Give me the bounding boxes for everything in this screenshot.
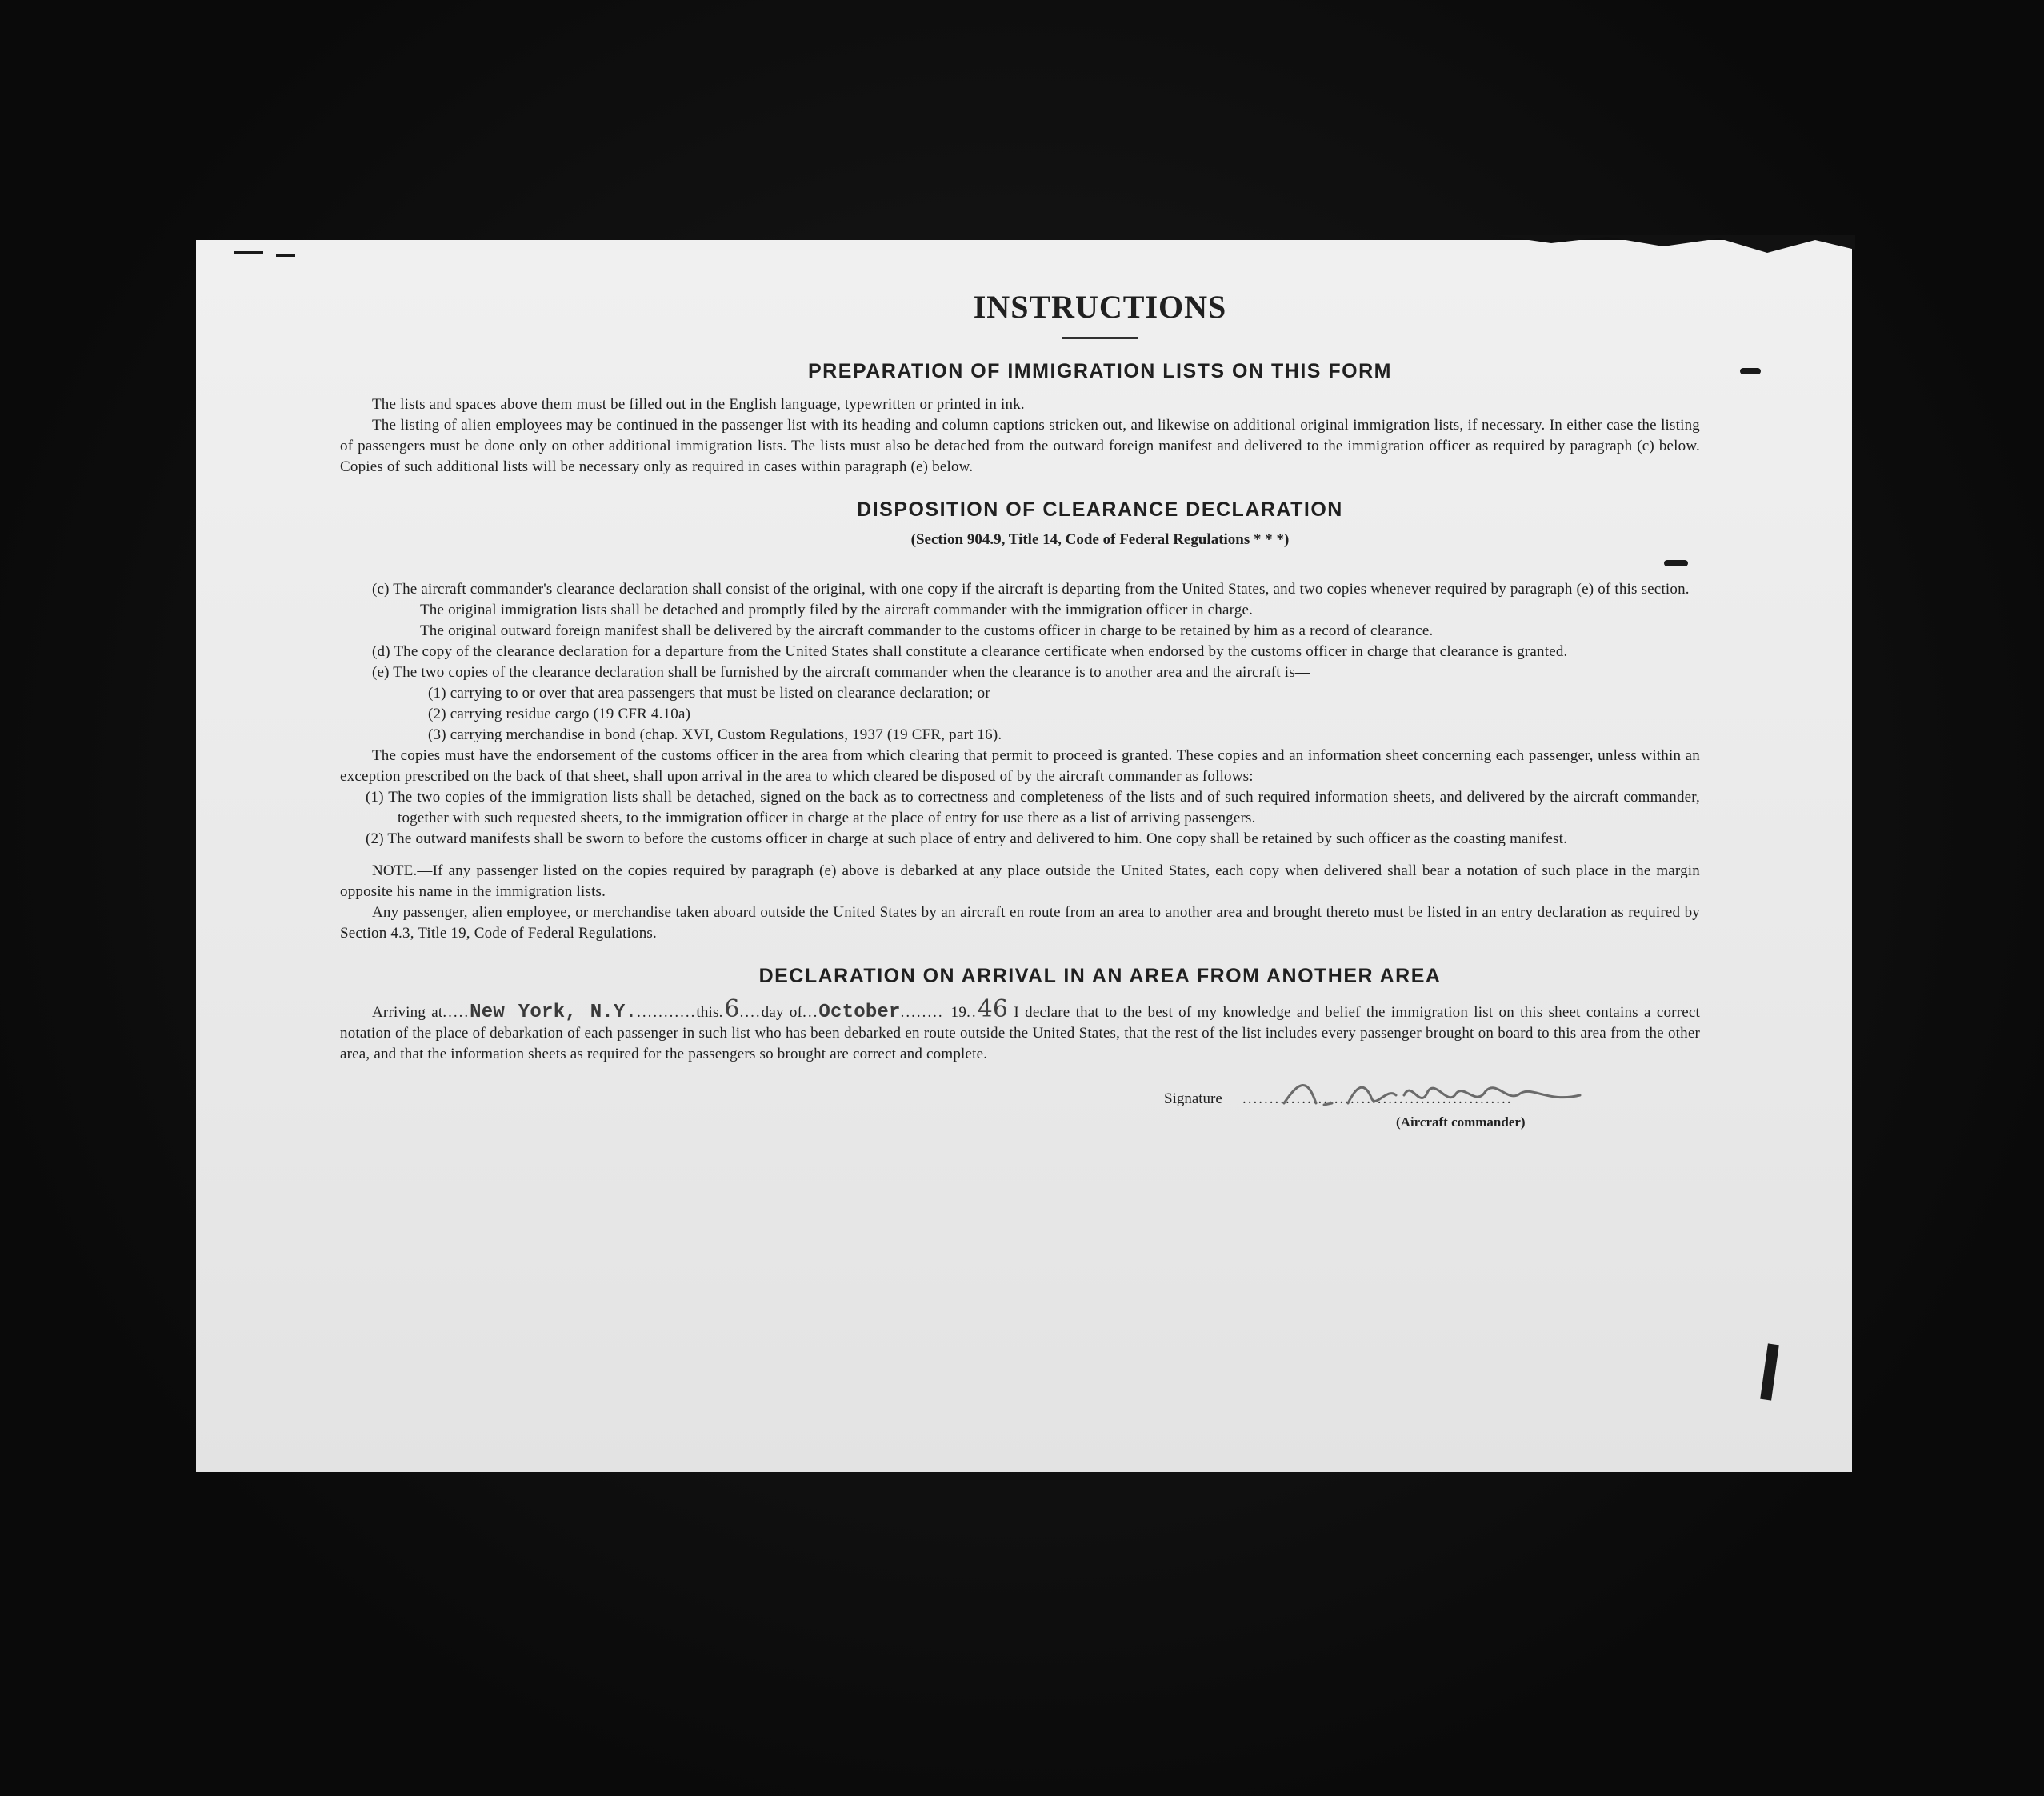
list-item: (3) carrying merchandise in bond (chap. XVI, Custom Regulations, 1937 (19 CFR, part 16).	[428, 726, 1002, 743]
instructions-body	[340, 288, 1700, 1138]
paragraph-c-outward-manifest: The original outward foreign manifest shall be delivered by the aircraft commander to the customs officer in charge to be retained by him as a record of clearance.	[420, 622, 1434, 639]
day-of-label: day of	[761, 1004, 803, 1021]
torn-corner-mark	[1479, 235, 1855, 267]
paragraph-e: (e) The two copies of the clearance declaration shall be furnished by the aircraft commander when the clearance is to another area and the aircraft is—	[372, 664, 1311, 681]
paragraph-c-immigration-lists: The original immigration lists shall be detached and promptly filed by the aircraft commander with the immigration officer in charge.	[420, 602, 1254, 618]
section-subheading-regulation: (Section 904.9, Title 14, Code of Federal Regulations * * *)	[910, 531, 1290, 548]
ink-mark-top-left-2	[276, 254, 295, 257]
section-heading-declaration: DECLARATION ON ARRIVAL IN AN AREA FROM ANOTHER AREA	[758, 965, 1442, 987]
paragraph-copies: The copies must have the endorsement of the customs officer in the area from which clearing that permit to proceed is granted. These copies and an information sheet concerning each passenger, unless within an exception prescribed on the back of that sheet, shall upon arrival in the area to which cleared be disposed of by the aircraft commander as follows:	[340, 747, 1700, 785]
paragraph-d: (d) The copy of the clearance declaration for a departure from the United States shall constitute a clearance certificate when endorsed by the customs officer in charge that clearance is granted.	[372, 643, 1568, 660]
declaration-text: I declare that to the best of my knowledge and belief the immigration list on this sheet contains a correct notation of the place of debarkation of each passenger in such list who has been debarked en route outside the United States, that the rest of the list includes every passenger brought on board to this area from the other area, and that the information sheets as required for the passengers so brought are correct and complete.	[340, 1004, 1700, 1062]
list-item: (1) The two copies of the immigration lists shall be detached, signed on the back as to correctness and completeness of the lists and of such required information sheets, and delivered by the aircraft commander, together with such requested sheets, to the immigration officer in charge at the place of entry for use there as a list of arriving passengers.	[366, 789, 1700, 826]
arrival-day-field[interactable]: 6	[724, 995, 740, 1023]
arrival-year-field[interactable]: 46	[977, 995, 1009, 1023]
document-sheet	[196, 240, 1852, 1472]
arrival-place-field[interactable]: New York, N.Y.	[470, 1002, 638, 1023]
paragraph-alien-employees: The listing of alien employees may be continued in the passenger list with its heading and column captions stricken out, and likewise on additional original immigration lists, if necessary. In either case the listing of passengers must be done only on other additional immigration lists. The lists must also be detached from the outward foreign manifest and delivered to the immigration officer as required by paragraph (c) below. Copies of such additional lists will be necessary only as required in cases within paragraph (e) below.	[340, 417, 1700, 475]
section-heading-disposition: DISPOSITION OF CLEARANCE DECLARATION	[857, 498, 1343, 521]
paragraph-language: The lists and spaces above them must be filled out in the English language, typewritten or printed in ink.	[372, 396, 1025, 413]
ink-mark-top-left	[234, 251, 263, 254]
list-item: (2) The outward manifests shall be sworn to before the customs officer in charge at such place of entry and delivered to him. One copy shall be retained by such officer as the coasting manifest.	[366, 830, 1568, 847]
declaration-paragraph: Arriving at.....New York, N.Y............this.6....day of...October........ 19..46 I declare that to the best of my knowledge and belief the immigration list on this sheet contains a correct notation of the place of debarkation of each passenger in such list who has been debarked en route outside the United States, that the rest of the list includes every passenger brought on board to this area from the other area, and that the information sheets as required for the passengers so brought are correct and complete.	[340, 995, 1700, 1062]
signature-line: ..................................................	[1242, 1090, 1513, 1107]
paragraph-any-passenger: Any passenger, alien employee, or merchandise taken aboard outside the United States by an aircraft en route from an area to another area and brought thereto must be listed in an entry declaration as required by Section 4.3, Title 19, Code of Federal Regulations.	[340, 904, 1700, 942]
arrival-month-field[interactable]: October	[818, 1002, 901, 1023]
page-title: INSTRUCTIONS	[973, 289, 1227, 325]
signature-block	[340, 1082, 1700, 1138]
list-item: (2) carrying residue cargo (19 CFR 4.10a)	[428, 706, 691, 722]
section-heading-preparation: PREPARATION OF IMMIGRATION LISTS ON THIS FORM	[808, 360, 1392, 382]
this-label: this	[696, 1004, 719, 1021]
year-prefix: 19	[950, 1004, 967, 1021]
signature-label: Signature	[1164, 1090, 1222, 1107]
signature-caption: (Aircraft commander)	[1396, 1114, 1526, 1130]
paragraph-c: (c) The aircraft commander's clearance declaration shall consist of the original, with one copy if the aircraft is departing from the United States, and two copies whenever required by paragraph (e) of this section.	[372, 581, 1690, 598]
paragraph-note: NOTE.—If any passenger listed on the copies required by paragraph (e) above is debarked at any place outside the United States, each copy when delivered shall bear a notation of such place in the margin opposite his name in the immigration lists.	[340, 862, 1700, 900]
arriving-label: Arriving at	[372, 1004, 443, 1021]
title-underline	[1062, 337, 1138, 339]
list-item: (1) carrying to or over that area passengers that must be listed on clearance declaration; or	[428, 685, 990, 702]
ink-mark-right-1	[1740, 368, 1761, 374]
handwritten-signature[interactable]	[1276, 1071, 1596, 1119]
